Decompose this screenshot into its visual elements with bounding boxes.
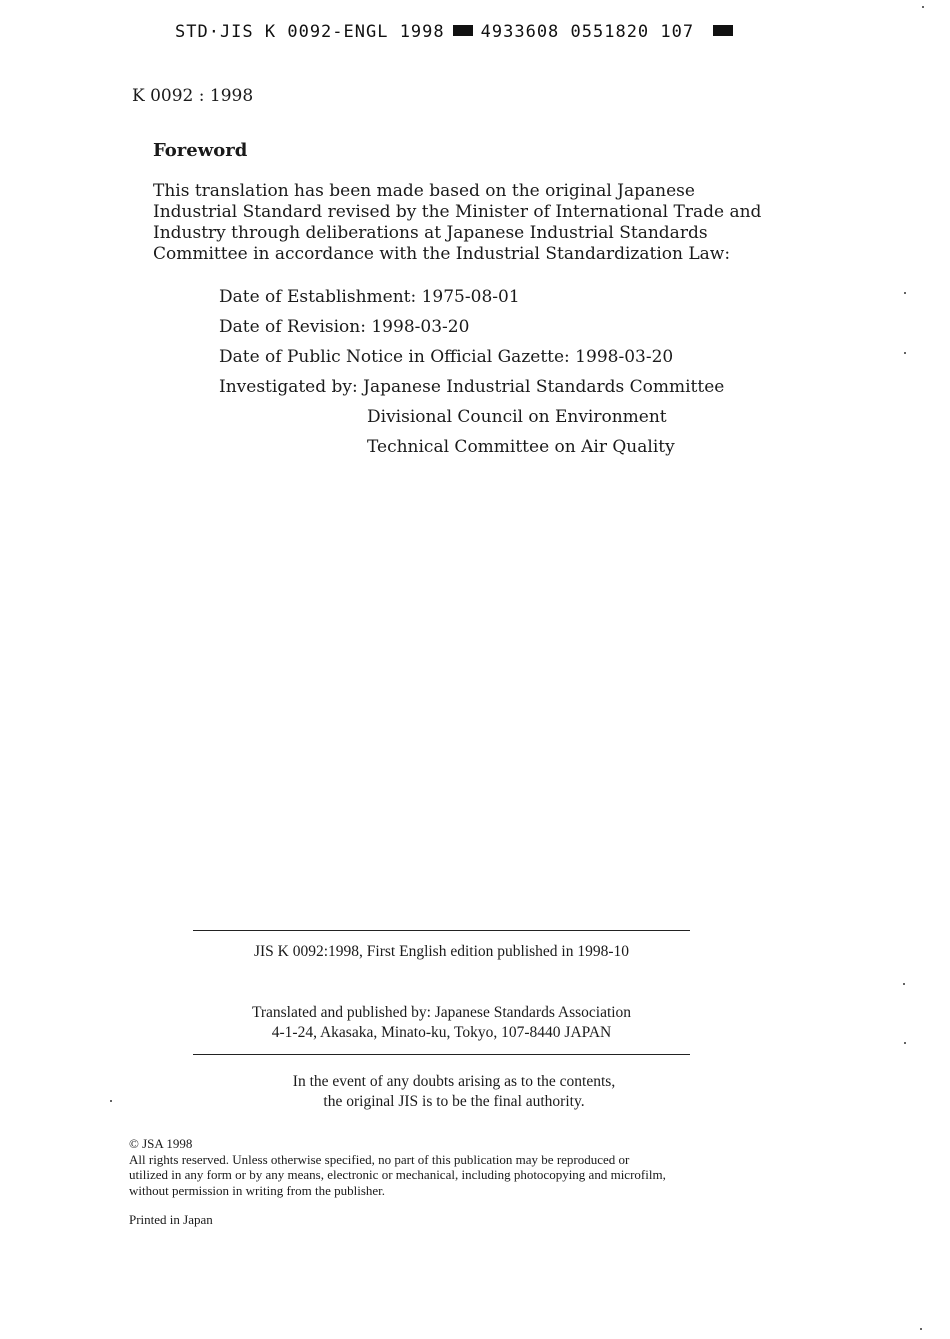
copyright-line-4: without permission in writing from the publisher. [129, 1182, 386, 1198]
scan-speck [922, 6, 924, 8]
copyright-notice [129, 1136, 666, 1198]
investigated-row [219, 376, 724, 406]
edition-line: JIS K 0092:1998, First English edition published in 1998-10 [253, 943, 630, 960]
publisher-line-2: 4-1-24, Akasaka, Minato-ku, Tokyo, 107-8440 JAPAN [271, 1024, 612, 1041]
date-establishment: Date of Establishment: 1975-08-01 [219, 287, 520, 307]
copyright-line-1: © JSA 1998 [129, 1136, 193, 1151]
investigated-label: Investigated by: [219, 377, 358, 397]
stamp-block-icon [713, 25, 733, 36]
printed-in: Printed in Japan [129, 1212, 213, 1227]
divider-top [193, 930, 690, 931]
scan-speck [904, 352, 906, 354]
scan-speck [904, 1042, 906, 1044]
authority-line-1: In the event of any doubts arising as to the contents, [292, 1073, 616, 1090]
stamp-text-middle: 4933608 0551820 107 [480, 22, 695, 42]
investigated-committee: Japanese Industrial Standards Committee [363, 377, 725, 397]
document-stamp [175, 22, 741, 42]
copyright-line-2: All rights reserved. Unless otherwise specified, no part of this publication may be reproduced or [129, 1151, 630, 1167]
authority-line-2: the original JIS is to be the final authority. [323, 1093, 585, 1110]
divider-bottom [193, 1054, 690, 1055]
foreword-paragraph: This translation has been made based on the original Japanese Industrial Standard revised by the Minister of International Trade and Industry through deliberations at Japanese Industrial Standards Committee in accordance with the Industrial Standardization Law: [153, 181, 762, 264]
stamp-text-left: STD·JIS K 0092-ENGL 1998 [175, 22, 445, 42]
investigated-council: Divisional Council on Environment [367, 407, 667, 427]
foreword-heading: Foreword [153, 140, 248, 161]
investigated-technical-committee: Technical Committee on Air Quality [367, 437, 675, 457]
dates-block [219, 286, 724, 406]
copyright-line-3: utilized in any form or by any means, electronic or mechanical, including photocopying and microfilm, [129, 1167, 666, 1182]
stamp-block-icon [453, 25, 473, 36]
date-gazette: Date of Public Notice in Official Gazette: 1998-03-20 [219, 347, 674, 367]
publisher-line-1: Translated and published by: Japanese Standards Association [251, 1004, 632, 1021]
date-revision: Date of Revision: 1998-03-20 [219, 317, 470, 337]
scan-speck [904, 292, 906, 294]
document-number: K 0092 : 1998 [132, 86, 254, 106]
scan-speck [110, 1100, 112, 1102]
scan-speck [903, 983, 905, 985]
scan-speck [920, 1328, 922, 1330]
